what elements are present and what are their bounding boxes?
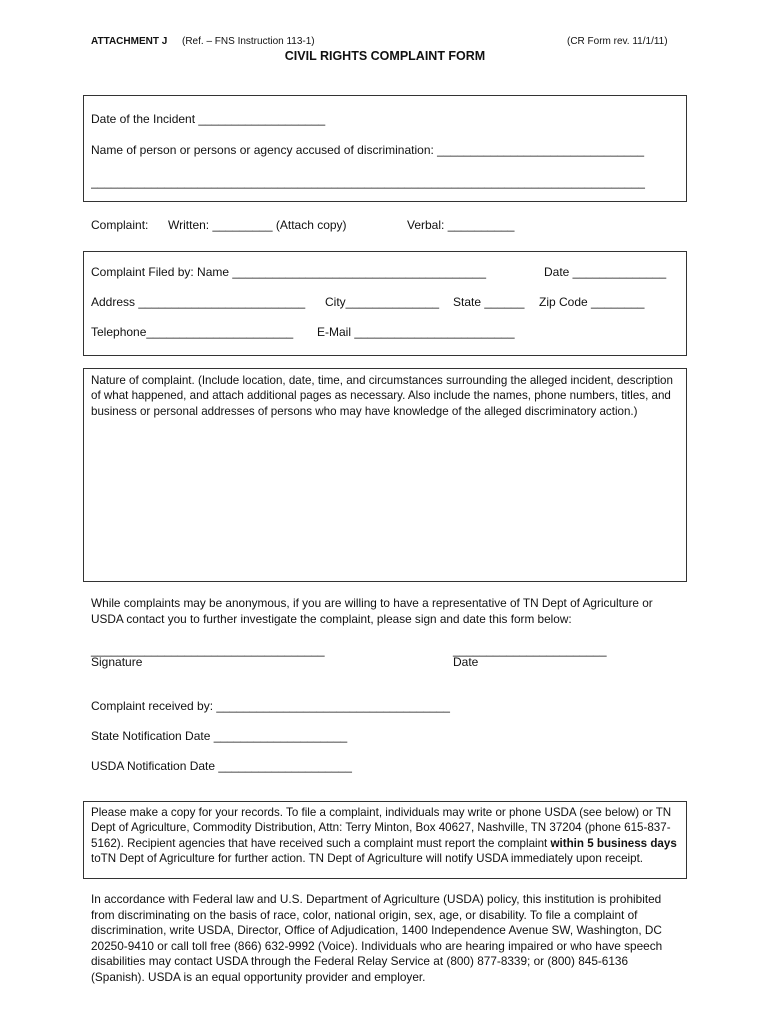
accused-party-continuation-field[interactable]: ___________________________________________________________________________________ <box>91 175 645 189</box>
contact-consent-text: While complaints may be anonymous, if you are willing to have a representative of TN Dept of Agriculture or USDA contact you to further investigate the complaint, please sign and date this form below: <box>91 596 653 626</box>
telephone-field[interactable]: Telephone______________________ <box>91 325 294 339</box>
written-complaint-field[interactable]: Written: _________ (Attach copy) <box>168 218 347 232</box>
signature-line[interactable]: ___________________________________ <box>91 643 325 657</box>
copy-notice-part2: toTN Dept of Agriculture for further action. TN Dept of Agriculture will notify USDA immediately upon receipt. <box>91 851 644 865</box>
instruction-reference: (Ref. – FNS Instruction 113-1) <box>182 36 315 47</box>
copy-notice-text <box>91 805 683 866</box>
signature-label: Signature <box>91 655 143 669</box>
complainant-name-field[interactable]: Complaint Filed by: Name ______________________________________ <box>91 265 486 279</box>
signature-date-line[interactable]: _______________________ <box>453 643 607 657</box>
email-field[interactable]: E-Mail ________________________ <box>317 325 515 339</box>
complaint-received-by-field[interactable]: Complaint received by: ___________________________________ <box>91 699 450 713</box>
copy-notice-part1: Please make a copy for your records. To file a complaint, individuals may write or phone USDA (see below) or TN Dept of Agriculture, Commodity Distribution, Attn: Terry Minton, Box 40627, Nashville, TN 37204 (phone 615-837-5162). Recipient agencies that have received such a complaint must report the complaint <box>91 806 672 850</box>
nature-of-complaint-instructions: Nature of complaint. (Include location, date, time, and circumstances surrounding the alleged incident, description of what happened, and attach additional pages as necessary. Also include the names, phone numbers, titles, and business or personal addresses of persons who may have knowledge of the alleged discriminatory action.) <box>91 374 673 418</box>
filing-date-field[interactable]: Date ______________ <box>544 265 667 279</box>
zip-code-field[interactable]: Zip Code ________ <box>539 295 645 309</box>
verbal-complaint-field[interactable]: Verbal: __________ <box>407 218 515 232</box>
nondiscrimination-statement: In accordance with Federal law and U.S. Department of Agriculture (USDA) policy, this institution is prohibited from discriminating on the basis of race, color, national origin, sex, age, or disability. To file a complaint of discrimination, write USDA, Director, Office of Adjudication, 1400 Independence Avenue SW, Washington, DC 20250-9410 or call toll free (866) 632-9992 (Voice). Individuals who are hearing impaired or who have speech disabilities may contact USDA through the Federal Relay Service at (800) 877-8339; or (800) 845-6136 (Spanish). USDA is an equal opportunity provider and employer. <box>91 892 663 984</box>
form-revision: (CR Form rev. 11/1/11) <box>567 36 668 47</box>
accused-party-field[interactable]: Name of person or persons or agency accused of discrimination: _______________________________ <box>91 143 645 157</box>
address-field[interactable]: Address _________________________ <box>91 295 306 309</box>
complaint-type-label: Complaint: <box>91 218 149 232</box>
form-title: CIVIL RIGHTS COMPLAINT FORM <box>284 49 486 63</box>
state-notification-date-field[interactable]: State Notification Date ____________________ <box>91 729 348 743</box>
reporting-deadline: within 5 business days <box>550 836 677 850</box>
signature-date-label: Date <box>453 655 479 669</box>
state-field[interactable]: State ______ <box>453 295 525 309</box>
city-field[interactable]: City______________ <box>325 295 440 309</box>
usda-notification-date-field[interactable]: USDA Notification Date ____________________ <box>91 759 352 773</box>
attachment-label: ATTACHMENT J <box>91 36 168 47</box>
incident-date-field[interactable]: Date of the Incident ___________________ <box>91 112 326 126</box>
